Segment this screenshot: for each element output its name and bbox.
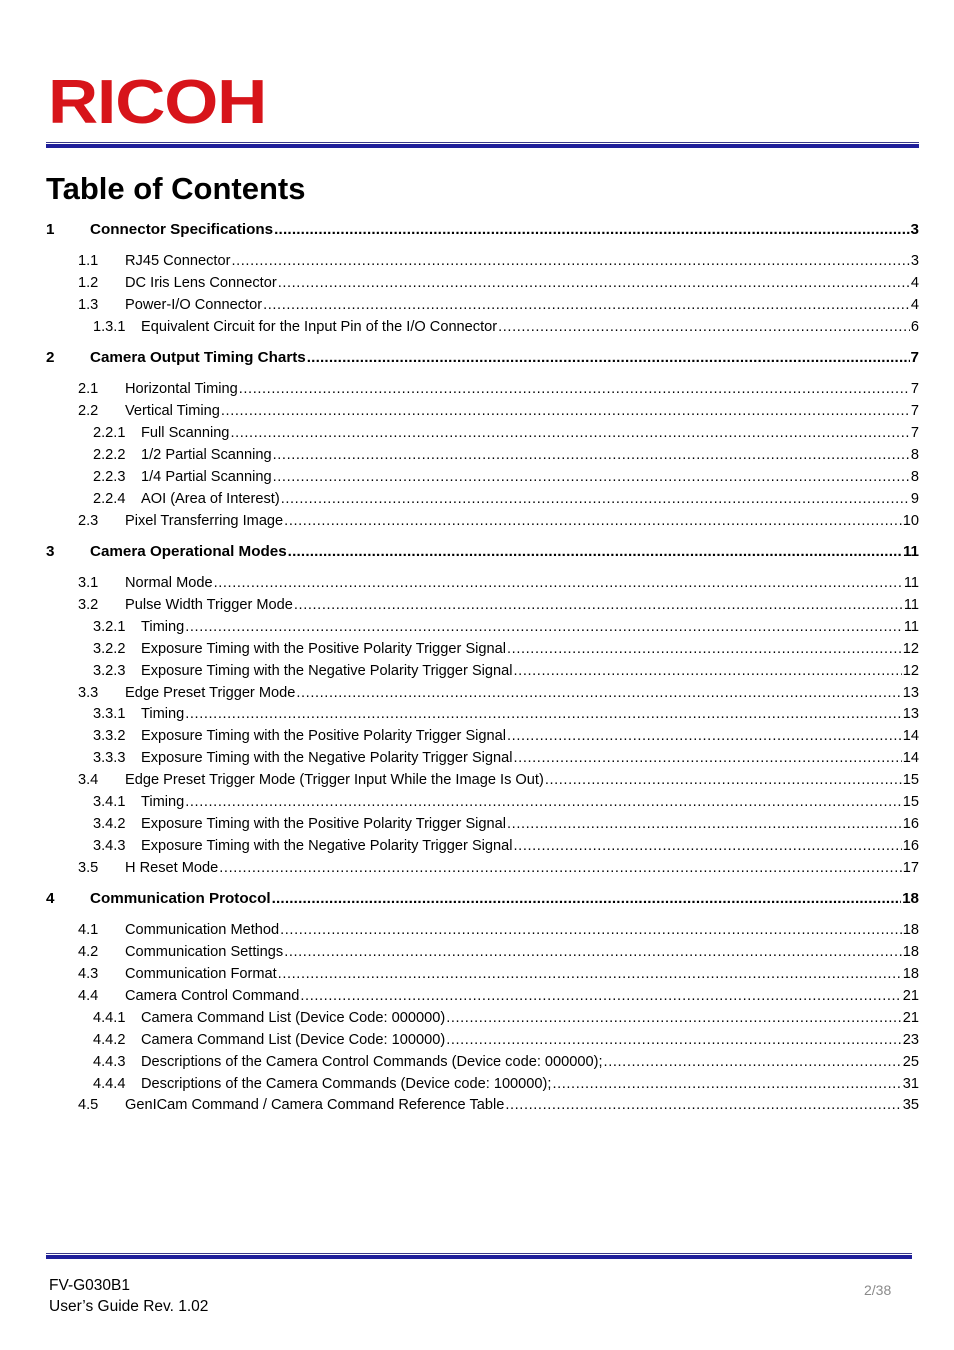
toc-entry-page: 18: [902, 922, 919, 938]
toc-entry-page: 3: [910, 221, 919, 238]
toc-entry-4-2[interactable]: [46, 942, 919, 962]
toc-entry-2-2-3[interactable]: [46, 467, 919, 487]
toc-entry-4-4-4[interactable]: [46, 1074, 919, 1094]
toc-entry-number: 3.4: [78, 772, 99, 788]
toc-entry-title: Normal Mode: [125, 575, 213, 591]
toc-entry-number: 2.1: [78, 381, 99, 397]
toc-dot-leader: [284, 511, 902, 531]
toc-entry-title: 1/4 Partial Scanning: [141, 469, 272, 485]
toc-entry-title: Timing: [141, 706, 185, 722]
toc-entry-number: 1.1: [78, 253, 99, 269]
toc-entry-title: Pixel Transferring Image: [125, 513, 284, 529]
toc-entry-title: Communication Method: [125, 922, 280, 938]
toc-entry-title: Pulse Width Trigger Mode: [125, 597, 293, 613]
toc-entry-page: 18: [902, 890, 919, 907]
toc-dot-leader: [230, 423, 909, 443]
toc-entry-number: 2.2.1: [93, 425, 126, 441]
toc-entry-3-4-2[interactable]: [46, 814, 919, 834]
toc-entry-title: Camera Command List (Device Code: 100000): [141, 1032, 446, 1048]
toc-entry-4-4-2[interactable]: [46, 1030, 919, 1050]
toc-entry-number: 3.1: [78, 575, 99, 591]
toc-entry-4-3[interactable]: [46, 964, 919, 984]
toc-entry-title: DC Iris Lens Connector: [125, 275, 277, 291]
toc-entry-title: Exposure Timing with the Negative Polarity Trigger Signal: [141, 750, 513, 766]
toc-entry-2-2-1[interactable]: [46, 423, 919, 443]
toc-dot-leader: [514, 748, 902, 768]
toc-dot-leader: [272, 889, 902, 909]
toc-entry-page: 25: [902, 1054, 919, 1070]
toc-entry-number: 2: [46, 349, 55, 366]
toc-entry-3-4-3[interactable]: [46, 836, 919, 856]
toc-dot-leader: [185, 617, 903, 637]
toc-entry-number: 4.2: [78, 944, 99, 960]
toc-entry-page: 13: [902, 685, 919, 701]
toc-dot-leader: [507, 726, 902, 746]
toc-entry-page: 11: [903, 575, 919, 591]
toc-entry-1-3-1[interactable]: [46, 317, 919, 337]
toc-dot-leader: [278, 273, 910, 293]
toc-entry-page: 11: [903, 597, 919, 613]
toc-entry-3-3[interactable]: [46, 683, 919, 703]
toc-entry-2[interactable]: [46, 348, 919, 368]
toc-entry-2-1[interactable]: [46, 379, 919, 399]
toc-entry-number: 3.2: [78, 597, 99, 613]
toc-entry-number: 4.4.1: [93, 1010, 126, 1026]
toc-entry-page: 17: [902, 860, 919, 876]
toc-entry-3-5[interactable]: [46, 858, 919, 878]
toc-dot-leader: [284, 942, 902, 962]
toc-entry-2-2[interactable]: [46, 401, 919, 421]
toc-entry-3-4-1[interactable]: [46, 792, 919, 812]
toc-entry-3-4[interactable]: [46, 770, 919, 790]
toc-entry-page: 18: [902, 944, 919, 960]
toc-entry-4-1[interactable]: [46, 920, 919, 940]
toc-entry-4-4-3[interactable]: [46, 1052, 919, 1072]
toc-entry-title: Exposure Timing with the Positive Polarity Trigger Signal: [141, 641, 507, 657]
toc-dot-leader: [300, 986, 901, 1006]
toc-entry-page: 11: [902, 543, 919, 560]
toc-entry-title: Exposure Timing with the Negative Polarity Trigger Signal: [141, 663, 513, 679]
toc-entry-title: Camera Command List (Device Code: 000000): [141, 1010, 446, 1026]
toc-entry-4-4[interactable]: [46, 986, 919, 1006]
toc-dot-leader: [514, 836, 902, 856]
toc-entry-3-2[interactable]: [46, 595, 919, 615]
toc-dot-leader: [296, 683, 901, 703]
toc-dot-leader: [552, 1074, 901, 1094]
toc-entry-number: 3.3.3: [93, 750, 126, 766]
toc-entry-page: 7: [910, 425, 919, 441]
toc-entry-title: Edge Preset Trigger Mode (Trigger Input While the Image Is Out): [125, 772, 544, 788]
toc-entry-page: 4: [910, 275, 919, 291]
toc-entry-title: Connector Specifications: [90, 221, 274, 238]
toc-entry-2-2-4[interactable]: [46, 489, 919, 509]
toc-entry-page: 3: [910, 253, 919, 269]
toc-dot-leader: [545, 770, 902, 790]
toc-entry-number: 4.3: [78, 966, 99, 982]
toc-entry-number: 3.2.1: [93, 619, 126, 635]
toc-entry-page: 14: [902, 728, 919, 744]
toc-entry-title: Exposure Timing with the Positive Polarity Trigger Signal: [141, 728, 507, 744]
toc-dot-leader: [273, 467, 910, 487]
toc-dot-leader: [221, 401, 910, 421]
toc-entry-number: 2.2.3: [93, 469, 126, 485]
toc-entry-3-2-1[interactable]: [46, 617, 919, 637]
toc-dot-leader: [263, 295, 910, 315]
footer-doc-info: [49, 1275, 208, 1317]
toc-entry-4-5[interactable]: [46, 1095, 919, 1115]
toc-entry-page: 7: [910, 381, 919, 397]
toc-entry-title: Equivalent Circuit for the Input Pin of the I/O Connector: [141, 319, 498, 335]
toc-entry-title: Camera Operational Modes: [90, 543, 287, 560]
toc-dot-leader: [514, 661, 902, 681]
toc-entry-title: Timing: [141, 619, 185, 635]
toc-entry-page: 23: [902, 1032, 919, 1048]
toc-entry-number: 2.3: [78, 513, 99, 529]
toc-entry-4-4-1[interactable]: [46, 1008, 919, 1028]
toc-entry-number: 4.4.3: [93, 1054, 126, 1070]
toc-entry-number: 3.4.3: [93, 838, 126, 854]
toc-entry-title: Communication Settings: [125, 944, 284, 960]
toc-entry-number: 3.5: [78, 860, 99, 876]
footer-model: FV-G030B1: [49, 1277, 130, 1294]
toc-dot-leader: [231, 251, 909, 271]
toc-entry-3-2-3[interactable]: [46, 661, 919, 681]
toc-dot-leader: [446, 1008, 902, 1028]
toc-entry-page: 21: [902, 1010, 919, 1026]
footer-guide: User’s Guide Rev. 1.02: [49, 1298, 209, 1315]
toc-dot-leader: [307, 348, 910, 368]
toc-entry-page: 7: [910, 349, 919, 366]
toc-entry-page: 15: [902, 794, 919, 810]
toc-entry-number: 1: [46, 221, 55, 238]
toc-entry-number: 4.5: [78, 1097, 99, 1113]
toc-entry-title: Vertical Timing: [125, 403, 220, 419]
page-title: Table of Contents: [46, 171, 306, 206]
toc-entry-2-3[interactable]: [46, 511, 919, 531]
toc-entry-3[interactable]: [46, 542, 919, 562]
toc-dot-leader: [219, 858, 901, 878]
toc-entry-3-2-2[interactable]: [46, 639, 919, 659]
toc-entry-number: 4.4.2: [93, 1032, 126, 1048]
toc-dot-leader: [280, 920, 902, 940]
toc-entry-1-2[interactable]: [46, 273, 919, 293]
toc-entry-title: Edge Preset Trigger Mode: [125, 685, 296, 701]
toc-entry-number: 3.3.2: [93, 728, 126, 744]
toc-entry-number: 4: [46, 890, 55, 907]
toc-entry-title: Descriptions of the Camera Control Commands (Device code: 000000);: [141, 1054, 603, 1070]
toc-dot-leader: [288, 542, 902, 562]
toc-entry-page: 7: [910, 403, 919, 419]
toc-entry-title: 1/2 Partial Scanning: [141, 447, 272, 463]
toc-entry-4[interactable]: [46, 889, 919, 909]
toc-entry-number: 3.3.1: [93, 706, 126, 722]
toc-entry-title: AOI (Area of Interest): [141, 491, 280, 507]
toc-entry-title: Power-I/O Connector: [125, 297, 263, 313]
ricoh-logo: RICOH: [48, 68, 267, 137]
toc-entry-3-3-1[interactable]: [46, 704, 919, 724]
toc-dot-leader: [273, 445, 910, 465]
toc-entry-page: 16: [902, 816, 919, 832]
toc-entry-title: Exposure Timing with the Positive Polarity Trigger Signal: [141, 816, 507, 832]
toc-entry-title: Timing: [141, 794, 185, 810]
toc-entry-page: 15: [902, 772, 919, 788]
toc-entry-title: RJ45 Connector: [125, 253, 231, 269]
toc-entry-page: 4: [910, 297, 919, 313]
toc-entry-page: 11: [903, 619, 919, 635]
toc-entry-number: 3.4.2: [93, 816, 126, 832]
toc-entry-title: GenICam Command / Camera Command Reference Table: [125, 1097, 505, 1113]
toc-entry-page: 35: [902, 1097, 919, 1113]
toc-entry-page: 10: [902, 513, 919, 529]
toc-entry-number: 1.3.1: [93, 319, 126, 335]
toc-entry-number: 2.2.4: [93, 491, 126, 507]
toc-entry-number: 4.1: [78, 922, 99, 938]
footer-page-indicator: 2/38: [864, 1282, 892, 1298]
toc-entry-title: H Reset Mode: [125, 860, 219, 876]
toc-entry-number: 3.4.1: [93, 794, 126, 810]
toc-entry-title: Full Scanning: [141, 425, 230, 441]
toc-entry-2-2-2[interactable]: [46, 445, 919, 465]
toc-entry-3-1[interactable]: [46, 573, 919, 593]
toc-entry-number: 3.2.2: [93, 641, 126, 657]
toc-entry-page: 16: [902, 838, 919, 854]
toc-entry-page: 8: [910, 469, 919, 485]
toc-dot-leader: [281, 489, 910, 509]
toc-entry-number: 1.2: [78, 275, 99, 291]
toc-entry-number: 4.4: [78, 988, 99, 1004]
toc-dot-leader: [498, 317, 910, 337]
toc-entry-number: 2.2.2: [93, 447, 126, 463]
toc-entry-page: 13: [902, 706, 919, 722]
toc-dot-leader: [185, 704, 902, 724]
toc-entry-page: 18: [902, 966, 919, 982]
toc-entry-number: 1.3: [78, 297, 99, 313]
table-of-contents: [46, 0, 919, 1350]
toc-entry-page: 31: [902, 1076, 919, 1092]
toc-entry-number: 3.2.3: [93, 663, 126, 679]
toc-entry-page: 12: [902, 663, 919, 679]
toc-entry-1[interactable]: [46, 220, 919, 240]
toc-entry-1-3[interactable]: [46, 295, 919, 315]
toc-entry-title: Camera Control Command: [125, 988, 300, 1004]
toc-entry-number: 4.4.4: [93, 1076, 126, 1092]
toc-dot-leader: [214, 573, 903, 593]
toc-dot-leader: [278, 964, 902, 984]
toc-entry-3-3-2[interactable]: [46, 726, 919, 746]
toc-entry-1-1[interactable]: [46, 251, 919, 271]
toc-entry-title: Exposure Timing with the Negative Polarity Trigger Signal: [141, 838, 513, 854]
toc-dot-leader: [604, 1052, 902, 1072]
toc-entry-page: 8: [910, 447, 919, 463]
toc-entry-title: Communication Protocol: [90, 890, 271, 907]
toc-dot-leader: [446, 1030, 902, 1050]
toc-dot-leader: [185, 792, 902, 812]
toc-dot-leader: [274, 220, 909, 240]
toc-entry-page: 9: [910, 491, 919, 507]
toc-entry-number: 2.2: [78, 403, 99, 419]
toc-entry-3-3-3[interactable]: [46, 748, 919, 768]
toc-entry-title: Communication Format: [125, 966, 277, 982]
toc-entry-page: 14: [902, 750, 919, 766]
toc-dot-leader: [294, 595, 903, 615]
toc-dot-leader: [239, 379, 910, 399]
toc-dot-leader: [505, 1095, 901, 1115]
toc-dot-leader: [507, 639, 902, 659]
toc-entry-title: Horizontal Timing: [125, 381, 238, 397]
toc-entry-page: 12: [902, 641, 919, 657]
footer-rule: [46, 1253, 912, 1259]
toc-entry-number: 3: [46, 543, 55, 560]
toc-dot-leader: [507, 814, 902, 834]
toc-entry-number: 3.3: [78, 685, 99, 701]
toc-entry-page: 21: [902, 988, 919, 1004]
toc-entry-title: Descriptions of the Camera Commands (Device code: 100000);: [141, 1076, 552, 1092]
toc-entry-title: Camera Output Timing Charts: [90, 349, 306, 366]
toc-entry-page: 6: [910, 319, 919, 335]
